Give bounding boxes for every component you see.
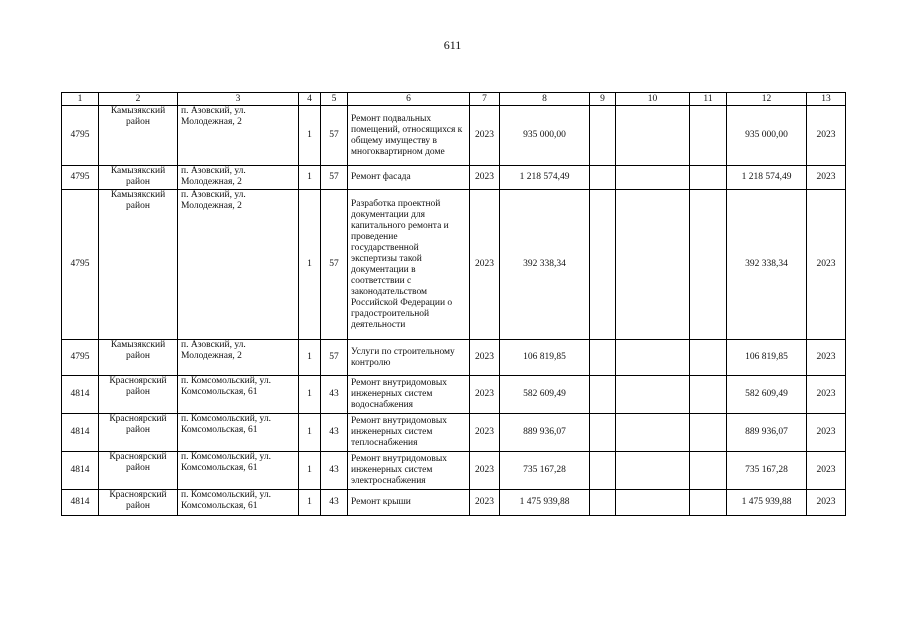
col5-cell: 57 — [321, 166, 348, 190]
work-type-cell: Ремонт внутридомовых инженерных систем теплоснабжения — [348, 414, 470, 452]
district-cell: Камызякский район — [99, 190, 178, 340]
completion-year-cell: 2023 — [807, 414, 846, 452]
table-row — [62, 490, 846, 516]
col11-cell — [690, 376, 727, 414]
address-cell: п. Азовский, ул. Молодежная, 2 — [178, 340, 299, 376]
completion-year-cell: 2023 — [807, 452, 846, 490]
col5-cell: 57 — [321, 340, 348, 376]
amount-cell: 582 609,49 — [500, 376, 590, 414]
header-cell: 13 — [807, 93, 846, 106]
col10-cell — [616, 376, 690, 414]
year-cell: 2023 — [470, 452, 500, 490]
col11-cell — [690, 452, 727, 490]
district-cell: Красноярский район — [99, 490, 178, 516]
num-cell: 4795 — [62, 340, 99, 376]
col5-cell: 43 — [321, 490, 348, 516]
capital-repair-table — [61, 92, 846, 516]
table-row — [62, 340, 846, 376]
col11-cell — [690, 490, 727, 516]
work-type-cell: Ремонт фасада — [348, 166, 470, 190]
table-row — [62, 106, 846, 166]
num-cell: 4795 — [62, 190, 99, 340]
header-cell: 3 — [178, 93, 299, 106]
year-cell: 2023 — [470, 490, 500, 516]
work-type-cell: Ремонт крыши — [348, 490, 470, 516]
amount-cell: 735 167,28 — [500, 452, 590, 490]
total-cell: 889 936,07 — [727, 414, 807, 452]
col10-cell — [616, 452, 690, 490]
col4-cell: 1 — [299, 452, 321, 490]
address-cell: п. Азовский, ул. Молодежная, 2 — [178, 106, 299, 166]
table-row — [62, 452, 846, 490]
total-cell: 392 338,34 — [727, 190, 807, 340]
completion-year-cell: 2023 — [807, 490, 846, 516]
address-cell: п. Азовский, ул. Молодежная, 2 — [178, 166, 299, 190]
num-cell: 4814 — [62, 452, 99, 490]
district-cell: Камызякский район — [99, 106, 178, 166]
col9-cell — [590, 452, 616, 490]
col4-cell: 1 — [299, 414, 321, 452]
header-row — [62, 93, 846, 106]
completion-year-cell: 2023 — [807, 190, 846, 340]
header-cell: 6 — [348, 93, 470, 106]
num-cell: 4814 — [62, 490, 99, 516]
address-cell: п. Комсомольский, ул. Комсомольская, 61 — [178, 414, 299, 452]
col5-cell: 57 — [321, 190, 348, 340]
col11-cell — [690, 166, 727, 190]
col5-cell: 43 — [321, 414, 348, 452]
col9-cell — [590, 414, 616, 452]
total-cell: 1 475 939,88 — [727, 490, 807, 516]
num-cell: 4795 — [62, 166, 99, 190]
year-cell: 2023 — [470, 340, 500, 376]
col4-cell: 1 — [299, 376, 321, 414]
amount-cell: 1 218 574,49 — [500, 166, 590, 190]
col11-cell — [690, 190, 727, 340]
col5-cell: 57 — [321, 106, 348, 166]
num-cell: 4814 — [62, 414, 99, 452]
col10-cell — [616, 490, 690, 516]
work-type-cell: Ремонт внутридомовых инженерных систем электроснабжения — [348, 452, 470, 490]
col4-cell: 1 — [299, 106, 321, 166]
year-cell: 2023 — [470, 166, 500, 190]
total-cell: 935 000,00 — [727, 106, 807, 166]
work-type-cell: Ремонт внутридомовых инженерных систем водоснабжения — [348, 376, 470, 414]
address-cell: п. Азовский, ул. Молодежная, 2 — [178, 190, 299, 340]
amount-cell: 392 338,34 — [500, 190, 590, 340]
col5-cell: 43 — [321, 376, 348, 414]
col10-cell — [616, 340, 690, 376]
col9-cell — [590, 490, 616, 516]
amount-cell: 1 475 939,88 — [500, 490, 590, 516]
col5-cell: 43 — [321, 452, 348, 490]
amount-cell: 935 000,00 — [500, 106, 590, 166]
total-cell: 735 167,28 — [727, 452, 807, 490]
year-cell: 2023 — [470, 414, 500, 452]
header-cell: 7 — [470, 93, 500, 106]
col4-cell: 1 — [299, 190, 321, 340]
col9-cell — [590, 166, 616, 190]
address-cell: п. Комсомольский, ул. Комсомольская, 61 — [178, 452, 299, 490]
address-cell: п. Комсомольский, ул. Комсомольская, 61 — [178, 376, 299, 414]
work-type-cell: Разработка проектной документации для капитального ремонта и проведение государственной экспертизы такой документации в соответствии с законодательством Российской Федерации о градостроительной деятельности — [348, 190, 470, 340]
address-cell: п. Комсомольский, ул. Комсомольская, 61 — [178, 490, 299, 516]
col11-cell — [690, 414, 727, 452]
col9-cell — [590, 340, 616, 376]
amount-cell: 106 819,85 — [500, 340, 590, 376]
col9-cell — [590, 190, 616, 340]
col9-cell — [590, 376, 616, 414]
header-cell: 4 — [299, 93, 321, 106]
district-cell: Камызякский район — [99, 340, 178, 376]
col10-cell — [616, 166, 690, 190]
header-cell: 1 — [62, 93, 99, 106]
work-type-cell: Услуги по строительному контролю — [348, 340, 470, 376]
district-cell: Красноярский район — [99, 376, 178, 414]
table-row — [62, 414, 846, 452]
total-cell: 582 609,49 — [727, 376, 807, 414]
year-cell: 2023 — [470, 106, 500, 166]
year-cell: 2023 — [470, 190, 500, 340]
table-row — [62, 166, 846, 190]
col10-cell — [616, 190, 690, 340]
num-cell: 4795 — [62, 106, 99, 166]
district-cell: Красноярский район — [99, 452, 178, 490]
col4-cell: 1 — [299, 166, 321, 190]
work-type-cell: Ремонт подвальных помещений, относящихся к общему имуществу в многоквартирном доме — [348, 106, 470, 166]
completion-year-cell: 2023 — [807, 106, 846, 166]
header-cell: 5 — [321, 93, 348, 106]
col10-cell — [616, 106, 690, 166]
num-cell: 4814 — [62, 376, 99, 414]
header-cell: 8 — [500, 93, 590, 106]
col10-cell — [616, 414, 690, 452]
col9-cell — [590, 106, 616, 166]
table-row — [62, 190, 846, 340]
amount-cell: 889 936,07 — [500, 414, 590, 452]
table-row — [62, 376, 846, 414]
header-cell: 9 — [590, 93, 616, 106]
header-cell: 2 — [99, 93, 178, 106]
col11-cell — [690, 106, 727, 166]
completion-year-cell: 2023 — [807, 166, 846, 190]
col4-cell: 1 — [299, 490, 321, 516]
year-cell: 2023 — [470, 376, 500, 414]
page-number: 611 — [443, 38, 462, 52]
col11-cell — [690, 340, 727, 376]
header-cell: 10 — [616, 93, 690, 106]
header-cell: 11 — [690, 93, 727, 106]
district-cell: Красноярский район — [99, 414, 178, 452]
header-cell: 12 — [727, 93, 807, 106]
completion-year-cell: 2023 — [807, 340, 846, 376]
completion-year-cell: 2023 — [807, 376, 846, 414]
col4-cell: 1 — [299, 340, 321, 376]
total-cell: 1 218 574,49 — [727, 166, 807, 190]
district-cell: Камызякский район — [99, 166, 178, 190]
total-cell: 106 819,85 — [727, 340, 807, 376]
